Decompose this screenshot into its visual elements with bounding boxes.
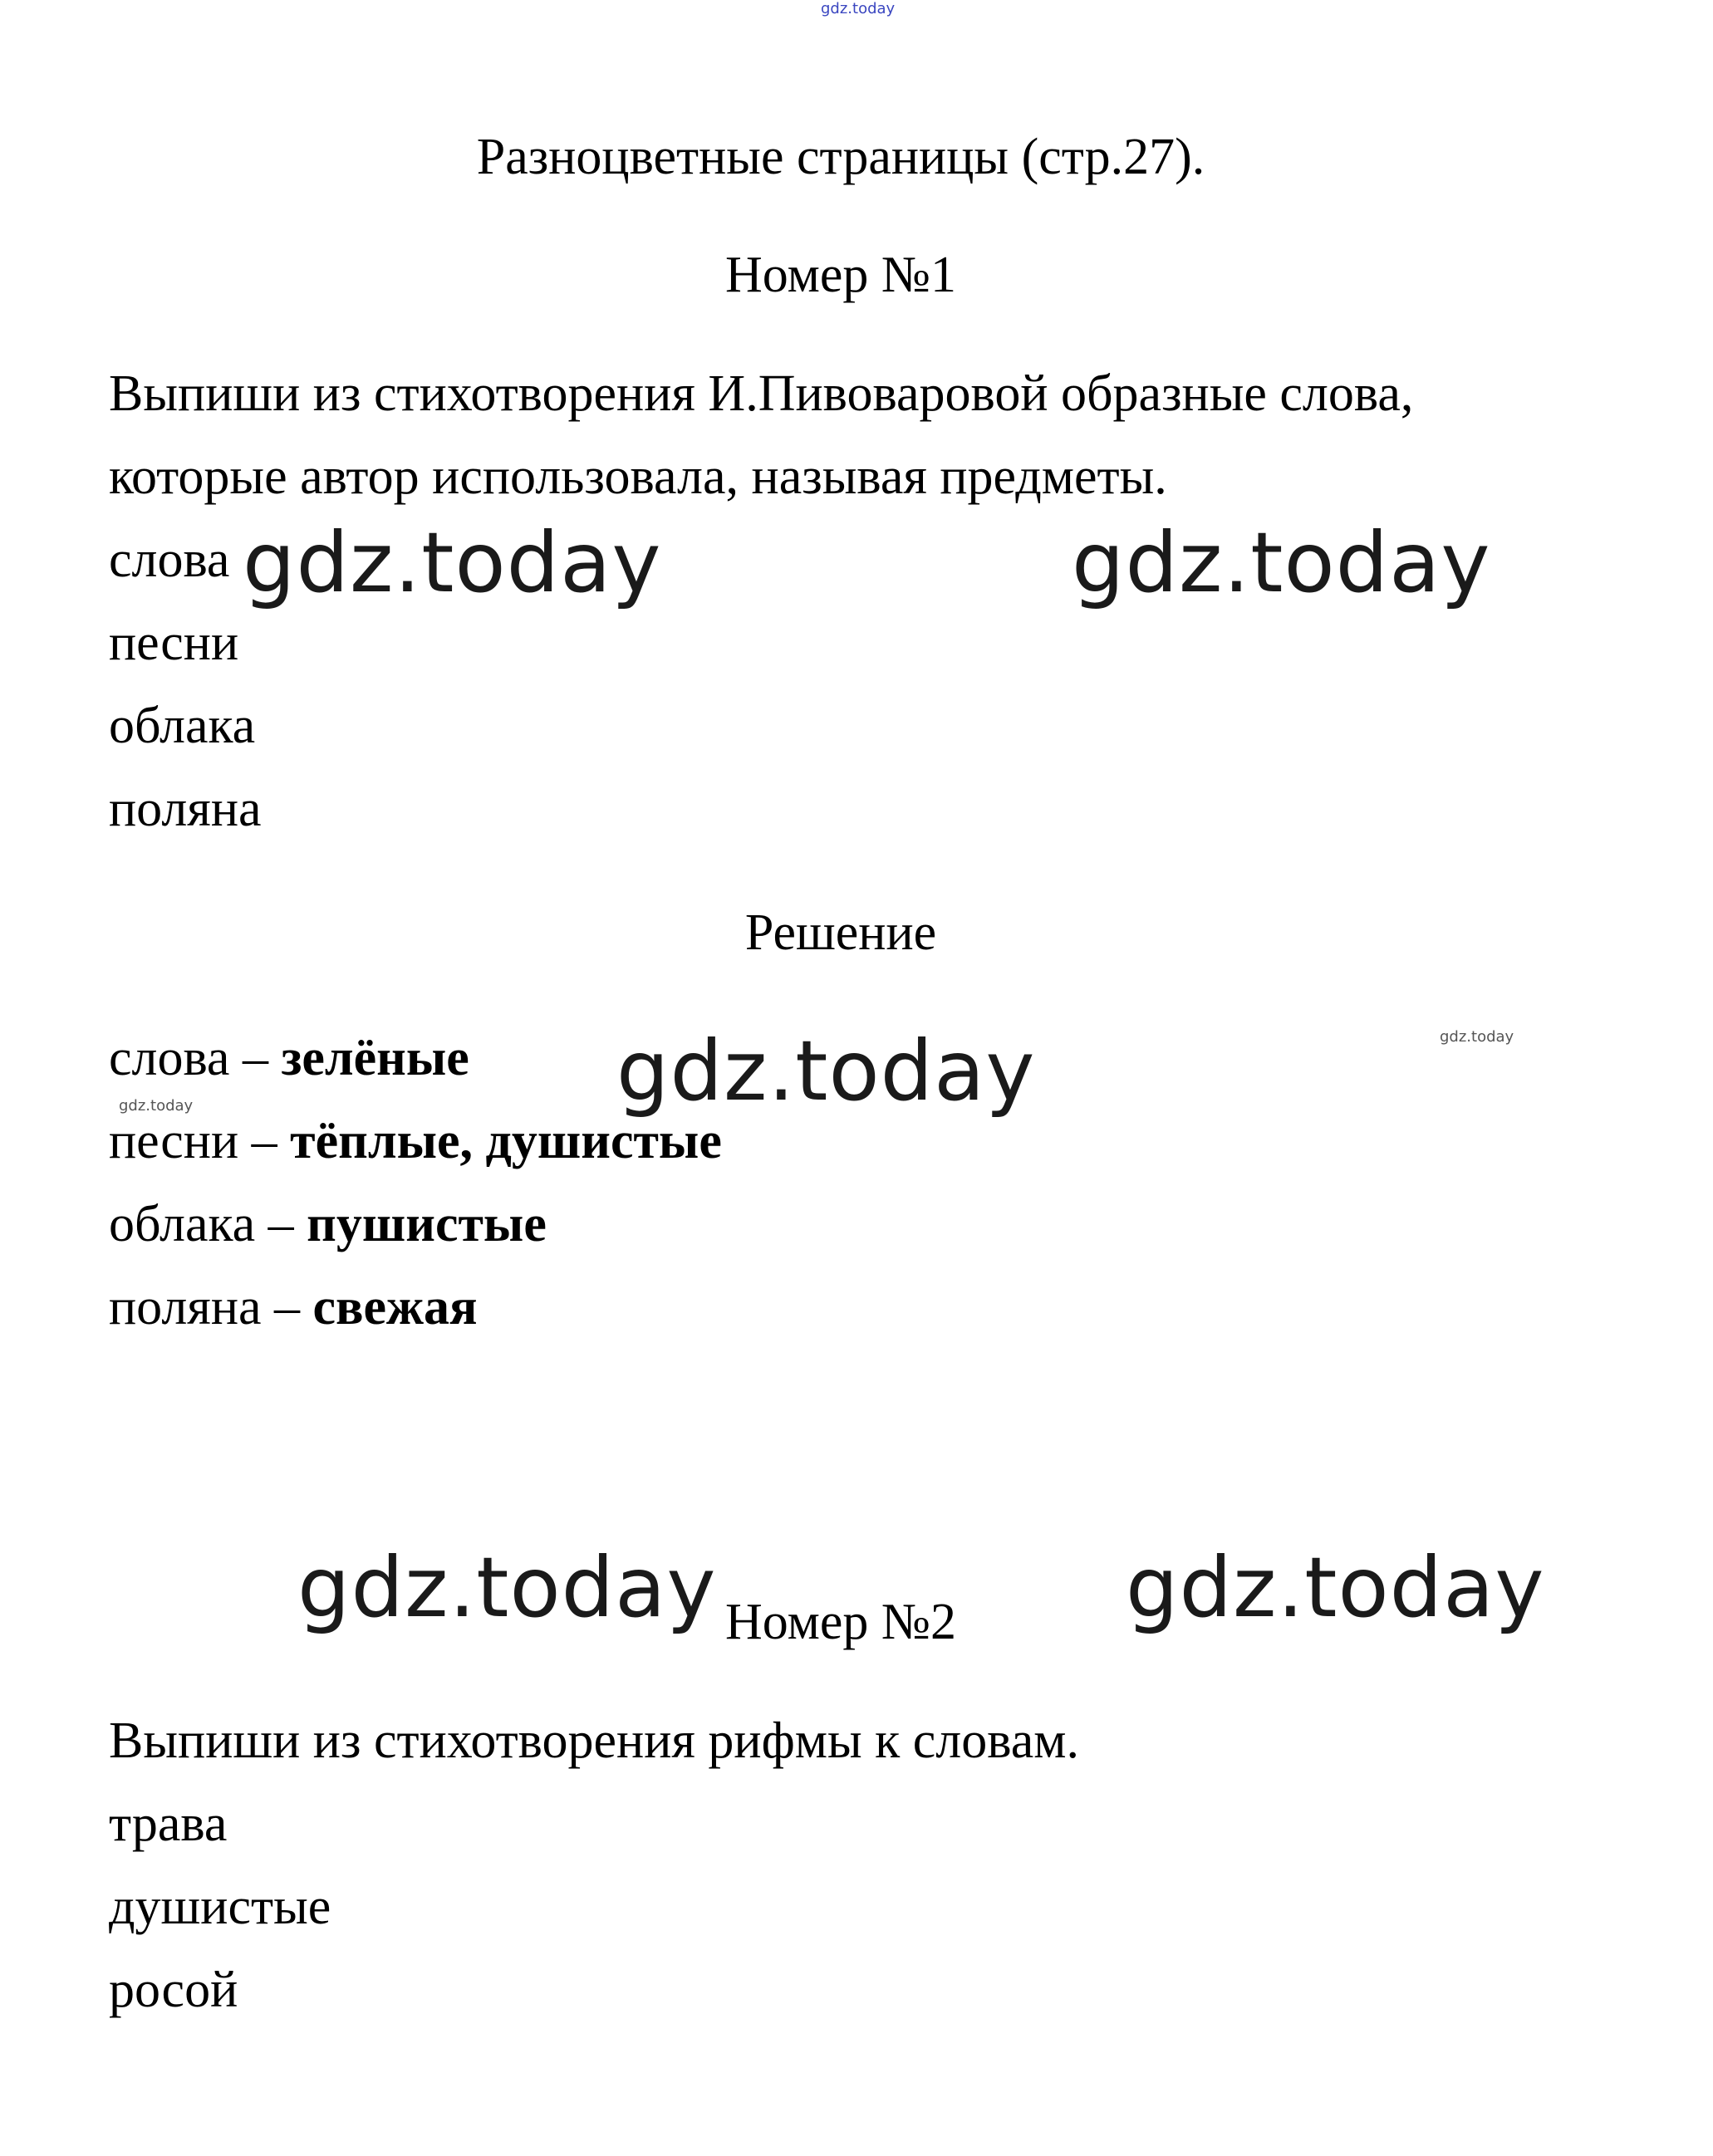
watermark-large: gdz.today (243, 514, 662, 611)
task2-heading: Номер №2 (724, 1594, 956, 1650)
solution-answer: свежая (312, 1279, 478, 1335)
watermark-large: gdz.today (1072, 514, 1491, 611)
watermark-large: gdz.today (1126, 1539, 1545, 1636)
task2-word: росой (109, 1962, 238, 2018)
task1-word: облака (109, 698, 256, 754)
solution-row (109, 1032, 469, 1084)
task1-word: слова (109, 532, 230, 588)
watermark-small: gdz.today (1440, 1028, 1514, 1046)
solution-word: слова (109, 1030, 230, 1086)
task1-heading: Номер №1 (724, 247, 956, 303)
watermark-large: gdz.today (297, 1539, 717, 1636)
task1-prompt-line1: Выпиши из стихотворения И.Пивоваровой образные слова, (109, 365, 1414, 422)
task1-word: поляна (109, 781, 262, 837)
solution-answer: пушистые (307, 1196, 547, 1252)
solution-word: песни (109, 1113, 239, 1169)
task1-prompt-line2: которые автор использовала, называя предметы. (109, 448, 1167, 505)
watermark-top: gdz.today (821, 0, 896, 17)
solution-heading: Решение (744, 904, 937, 961)
solution-dash: – (229, 1030, 282, 1086)
watermark-small: gdz.today (119, 1097, 194, 1115)
task1-word: песни (109, 615, 239, 671)
solution-word: поляна (109, 1279, 262, 1335)
solution-answer: тёплые, душистые (290, 1113, 722, 1169)
solution-row (109, 1115, 722, 1167)
solution-answer: зелёные (281, 1030, 469, 1086)
task2-word: душистые (109, 1879, 331, 1935)
solution-dash: – (261, 1279, 313, 1335)
solution-row (109, 1281, 478, 1333)
page-title: Разноцветные страницы (стр.27). (476, 129, 1205, 185)
solution-dash: – (255, 1196, 307, 1252)
task2-prompt: Выпиши из стихотворения рифмы к словам. (109, 1713, 1079, 1769)
task2-word: трава (109, 1796, 228, 1852)
solution-row (109, 1198, 547, 1250)
solution-word: облака (109, 1196, 256, 1252)
solution-dash: – (238, 1113, 291, 1169)
watermark-large: gdz.today (616, 1022, 1036, 1120)
